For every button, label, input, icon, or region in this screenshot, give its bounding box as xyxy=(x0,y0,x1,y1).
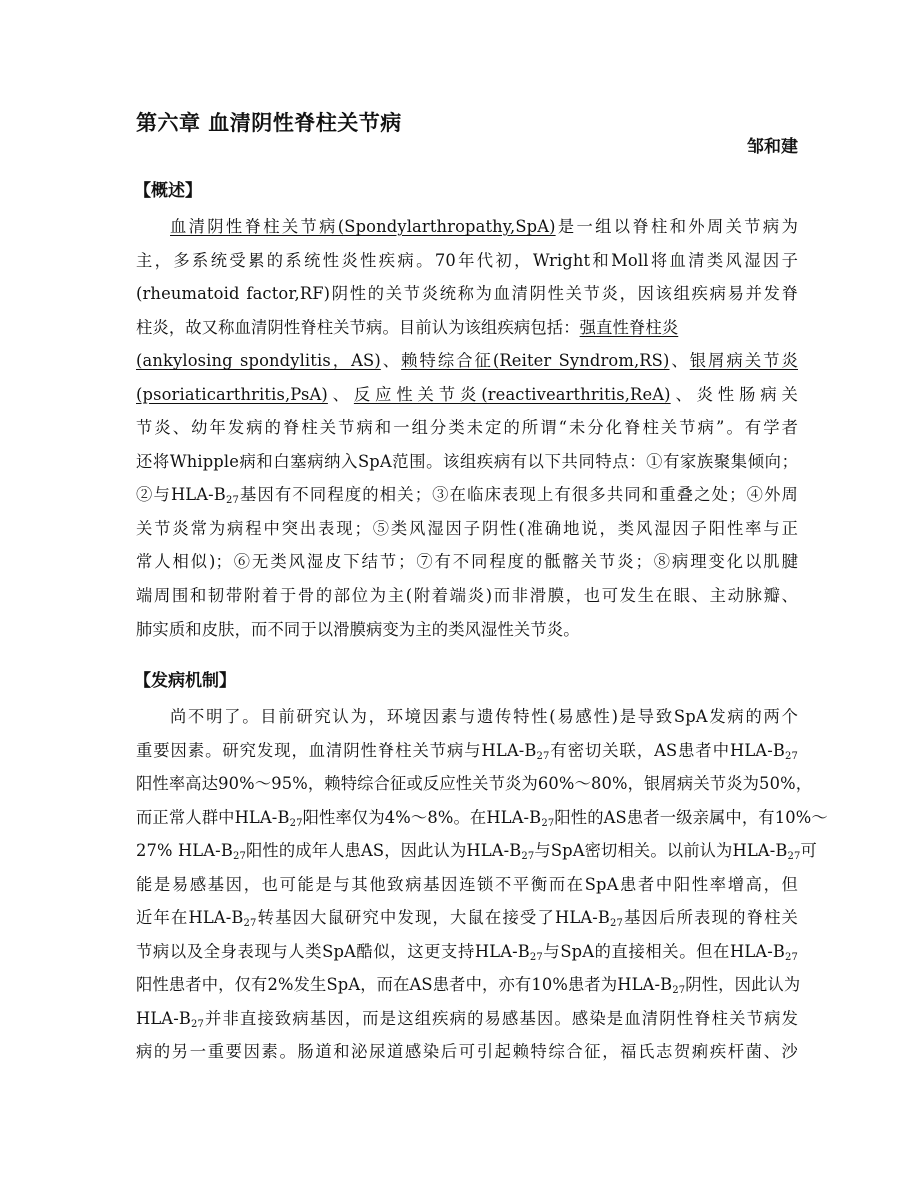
text-line: 节炎、幼年发病的脊柱关节病和一组分类未定的所谓“未分化脊柱关节病”。有学者 xyxy=(136,418,798,438)
text-line: 血清阴性脊柱关节病(Spondylarthropathy,SpA)是一组以脊柱和外周关节病为 xyxy=(170,217,798,236)
text-line: ②与HLA-$B_{27}$基因有不同程度的相关；③在临床表现上有很多共同和重叠之处；④外周 xyxy=(136,485,798,507)
text-line: 而正常人群中HLA-$B_{27}$阳性率仅为4%～8%。在HLA-$B_{27}$阳性的AS患者一级亲属中，有10%～ xyxy=(136,807,828,829)
text-line: (ankylosing spondylitis，AS)、赖特综合征(Reiter Syndrom,RS)、银屑病关节炎 xyxy=(136,351,798,371)
text-line: 常人相似)；⑥无类风湿皮下结节；⑦有不同程度的骶髂关节炎；⑧病理变化以肌腱 xyxy=(136,552,798,572)
text-line: 关节炎常为病程中突出表现；⑤类风湿因子阴性(准确地说，类风湿因子阳性率与正 xyxy=(136,518,798,538)
text-line: 还将Whipple病和白塞病纳入SpA范围。该组疾病有以下共同特点：①有家族聚集倾向； xyxy=(136,451,798,471)
section-heading-overview: 【概述】 xyxy=(134,181,202,201)
text-line: 病的另一重要因素。肠道和泌尿道感染后可引起赖特综合征，福氏志贺痢疾杆菌、沙 xyxy=(136,1042,798,1062)
term-link-as-en: (ankylosing spondylitis，AS) xyxy=(136,351,381,371)
term-link-psa: 银屑病关节炎 xyxy=(689,351,798,371)
term-link-spa: 血清阴性脊柱关节病(Spondylarthropathy,SpA) xyxy=(170,217,556,236)
text-line: 重要因素。研究发现，血清阴性脊柱关节病与HLA-$B_{27}$有密切关联，AS患者中HLA-$B_{27}$ xyxy=(136,740,798,762)
term-link-psa-en: (psoriaticarthritis,PsA) xyxy=(136,384,328,404)
term-link-rea: 反应性关节炎(reactivearthritis,ReA) xyxy=(353,384,671,404)
pathogenesis-paragraph xyxy=(136,700,828,1069)
text-line: 阳性患者中，仅有2%发生SpA，而在AS患者中，亦有10%患者为HLA-$B_{27}$阴性，因此认为 xyxy=(136,975,801,997)
author-name: 邹和建 xyxy=(747,137,798,157)
text-line: 尚不明了。目前研究认为，环境因素与遗传特性(易感性)是导致SpA发病的两个 xyxy=(170,707,798,726)
overview-paragraph xyxy=(136,210,798,646)
text-line: 27% HLA-$B_{27}$阳性的成年人患AS，因此认为HLA-$B_{27}$与SpA密切相关。以前认为HLA-$B_{27}$可 xyxy=(136,841,817,863)
term-link-rs: 赖特综合征(Reiter Syndrom,RS) xyxy=(401,351,670,371)
text-line: 节病以及全身表现与人类SpA酷似，这更支持HLA-$B_{27}$与SpA的直接相关。但在HLA-$B_{27}$ xyxy=(136,941,798,963)
text-line: HLA-$B_{27}$并非直接致病基因，而是这组疾病的易感基因。感染是血清阴性脊柱关节病发 xyxy=(136,1008,798,1030)
text-line: 主，多系统受累的系统性炎性疾病。70年代初，Wright和Moll将血清类风湿因子 xyxy=(136,250,798,270)
text-line: 近年在HLA-$B_{27}$转基因大鼠研究中发现，大鼠在接受了HLA-$B_{27}$基因后所表现的脊柱关 xyxy=(136,908,798,930)
text-line: 端周围和韧带附着于骨的部位为主(附着端炎)而非滑膜，也可发生在眼、主动脉瓣、 xyxy=(136,586,798,606)
term-link-as: 强直性脊柱炎 xyxy=(579,317,679,337)
text-line: (psoriaticarthritis,PsA)、反应性关节炎(reactivearthritis,ReA)、炎性肠病关 xyxy=(136,384,798,404)
text-line: 肺实质和皮肤，而不同于以滑膜病变为主的类风湿性关节炎。 xyxy=(136,619,580,639)
text-line: (rheumatoid factor,RF)阴性的关节炎统称为血清阴性关节炎，因该组疾病易并发脊 xyxy=(136,284,798,304)
section-heading-pathogenesis: 【发病机制】 xyxy=(134,671,236,691)
chapter-title: 第六章 血清阴性脊柱关节病 xyxy=(136,110,402,135)
text-line: 阳性率高达90%～95%，赖特综合征或反应性关节炎为60%～80%，银屑病关节炎为50%， xyxy=(136,774,813,794)
text-line: 能是易感基因，也可能是与其他致病基因连锁不平衡而在SpA患者中阳性率增高，但 xyxy=(136,874,798,894)
text-line: 柱炎，故又称血清阴性脊柱关节病。目前认为该组疾病包括：强直性脊柱炎 xyxy=(136,317,679,337)
